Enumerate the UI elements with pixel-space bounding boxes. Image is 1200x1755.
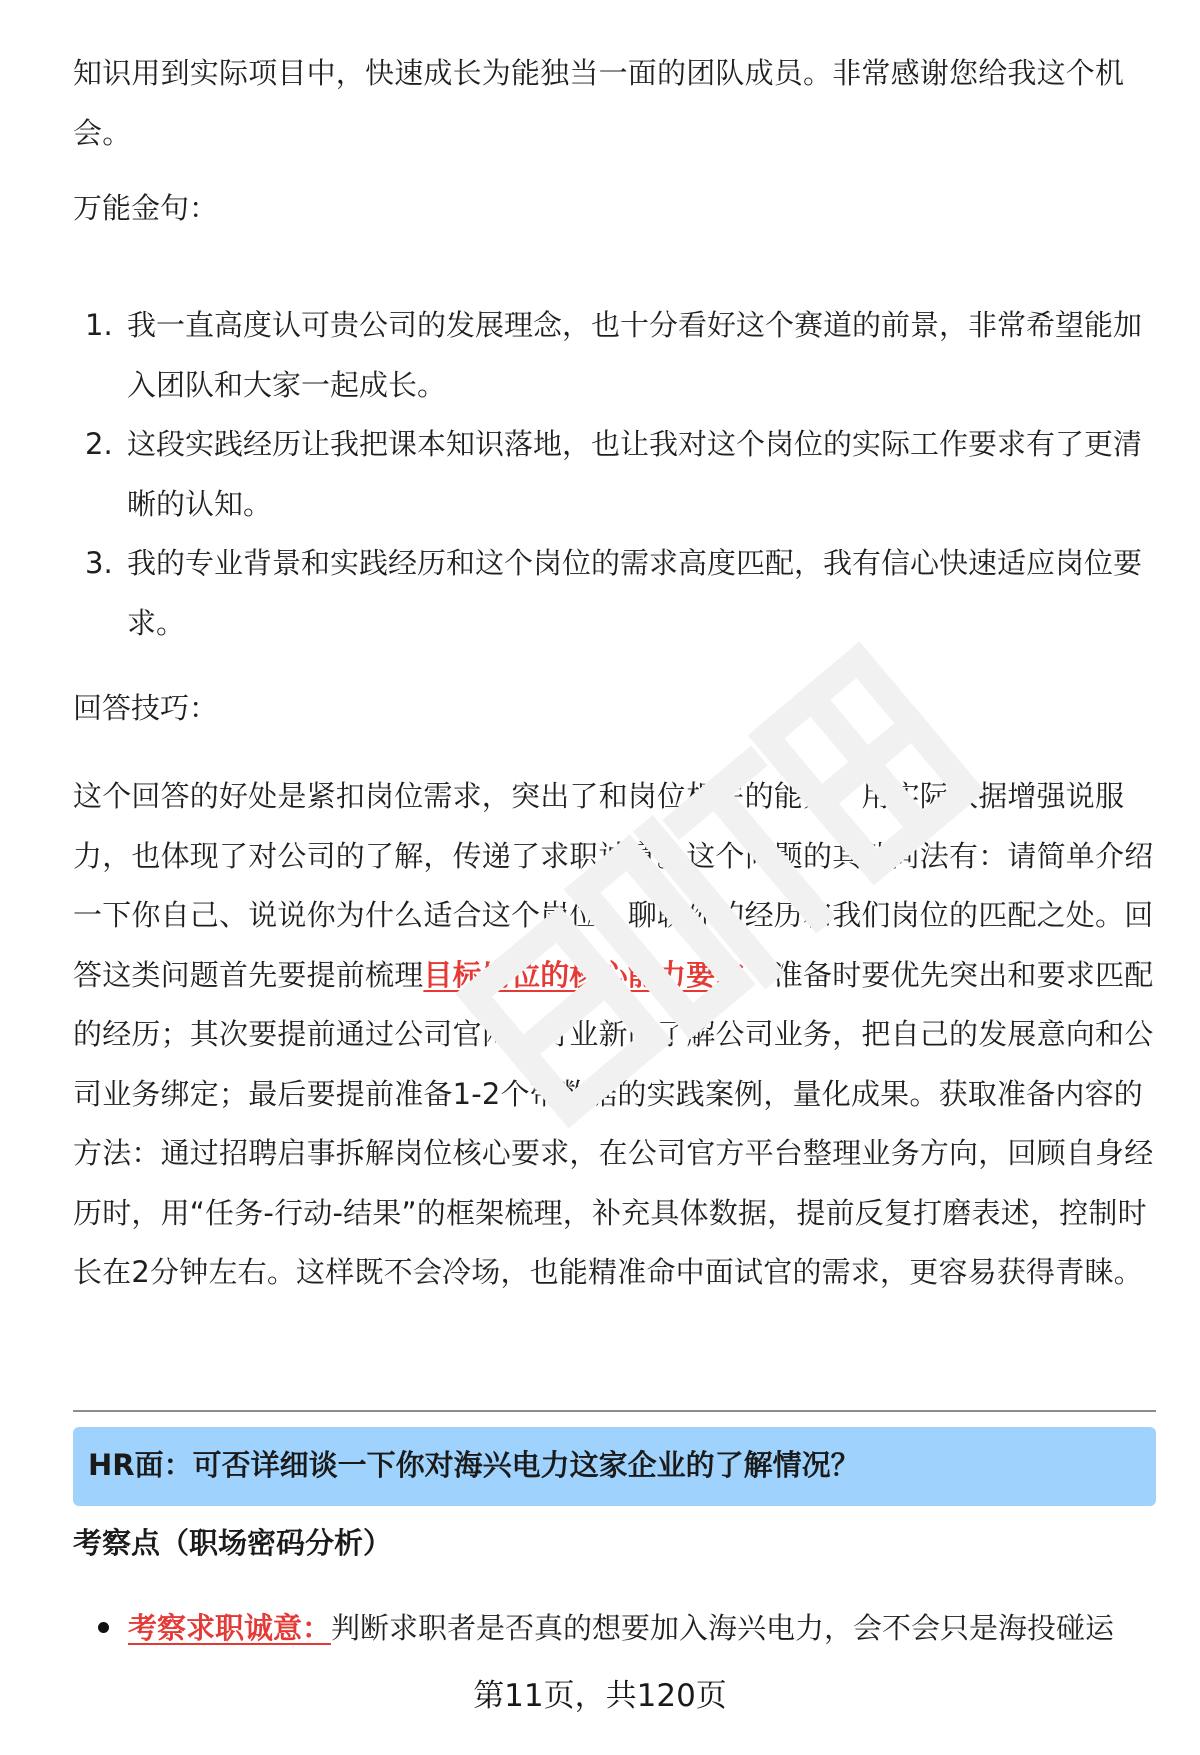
intro-paragraph: 知识用到实际项目中，快速成长为能独当一面的团队成员。非常感谢您给我这个机会。 bbox=[73, 56, 1125, 150]
list-item bbox=[73, 534, 1155, 653]
question-banner bbox=[73, 1427, 1156, 1506]
bullet-label: 考察求职诚意： bbox=[128, 1611, 332, 1645]
list-item-text: 我一直高度认可贵公司的发展理念，也十分看好这个赛道的前景，非常希望能加入团队和大家一起成长。 bbox=[127, 308, 1143, 402]
analysis-heading: 考察点（职场密码分析） bbox=[73, 1526, 393, 1560]
list-number: 2. bbox=[85, 427, 113, 461]
tips-label: 回答技巧： bbox=[73, 691, 219, 725]
bullet-dot-icon bbox=[98, 1622, 109, 1633]
page-footer: 第11页，共120页 bbox=[473, 1678, 727, 1714]
tips-highlight: 目标岗位的核心能力要求 bbox=[423, 957, 745, 992]
list-item bbox=[73, 415, 1155, 534]
bullet-body: 判断求职者是否真的想要加入海兴电力，会不会只是海投碰运 bbox=[331, 1611, 1115, 1645]
tips-text-before: 这个回答的好处是紧扣岗位需求，突出了和岗位相关的能力，用实际数据增强说服力，也体现了对公司的了解，传递了求职诚意。这个问题的其他问法有：请简单介绍一下你自己、说说你为什么适合这个岗位、聊聊你的经历和我们岗位的匹配之处。回答这类问题首先要提前梳理 bbox=[73, 779, 1154, 992]
golden-sentences-list bbox=[73, 296, 1155, 653]
question-title: HR面：可否详细谈一下你对海兴电力这家企业的了解情况？ bbox=[88, 1448, 860, 1482]
list-item bbox=[73, 296, 1155, 415]
golden-sentences-label: 万能金句： bbox=[73, 191, 219, 225]
section-divider bbox=[73, 1410, 1156, 1412]
list-number: 3. bbox=[85, 546, 113, 580]
bullet-text bbox=[128, 1608, 1114, 1648]
tips-text-after: ，准备时要优先突出和要求匹配的经历；其次要提前通过公司官网、行业新闻了解公司业务，把自己的发展意向和公司业务绑定；最后要提前准备1-2个带数据的实践案例，量化成果。获取准备内容的方法：通过招聘启事拆解岗位核心要求，在公司官方平台整理业务方向，回顾自身经历时，用“任务-行动-结果”的框架梳理，补充具体数据，提前反复打磨表述，控制时长在2分钟左右。这样既不会冷场，也能精准命中面试官的需求，更容易获得青睐。 bbox=[73, 957, 1154, 1289]
list-number: 1. bbox=[85, 308, 113, 342]
tips-paragraph bbox=[73, 767, 1155, 1303]
list-item-text: 我的专业背景和实践经历和这个岗位的需求高度匹配，我有信心快速适应岗位要求。 bbox=[127, 546, 1143, 640]
list-item-text: 这段实践经历让我把课本知识落地，也让我对这个岗位的实际工作要求有了更清晰的认知。 bbox=[127, 427, 1143, 521]
